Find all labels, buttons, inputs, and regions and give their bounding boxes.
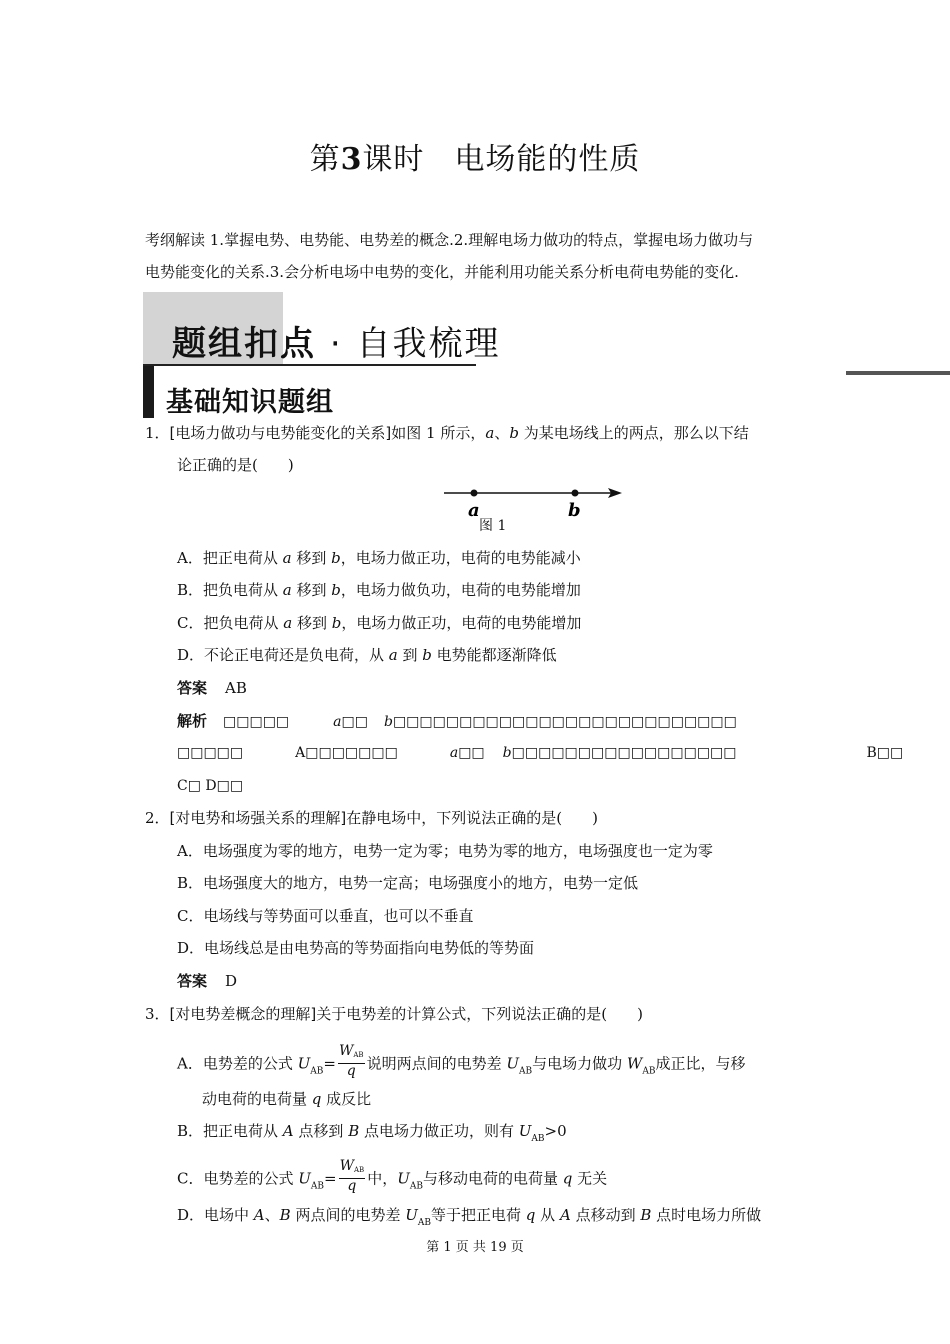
q2-option-c: C．电场线与等势面可以垂直，也可以不垂直 (177, 907, 474, 925)
q1-stem-line-2: 论正确的是( ) (177, 456, 294, 474)
banner-main: 题组扣点 (172, 324, 316, 364)
q1-option-d: D．不论正电荷还是负电荷，从 a 到 b 电势能都逐渐降低 (177, 646, 557, 664)
q1-option-b: B．把负电荷从 a 移到 b，电场力做负功，电荷的电势能增加 (177, 581, 581, 599)
q3-option-c: C．电势差的公式 $U_{AB}=$ $\frac{W_{AB}}{q}$ 中，$U_{AB}$与移动电荷的电荷量 q 无关 (177, 1158, 608, 1194)
q3-option-a-line-1: A．电势差的公式 $U_{AB}=$ $\frac{W_{AB}}{q}$ 说明两点间的电势差 $U_{AB}$与电场力做功 $W_{AB}$成正比，与移 (177, 1043, 746, 1079)
answer-value: D (225, 972, 238, 990)
q3-option-a-line-2: 动电荷的电荷量 q 成反比 (202, 1090, 372, 1108)
title-topic: 电场能的性质 (454, 142, 641, 177)
point-b-dot (572, 490, 579, 497)
q1-analysis-line-2: □□□□□ A□□□□□□□ a□□ b□□□□□□□□□□□□□□□□□ B□□ (177, 745, 904, 761)
figure-1-caption: 图 1 (479, 518, 507, 534)
page-footer: 第 1 页 共 19 页 (426, 1240, 524, 1255)
answer-value: AB (225, 679, 247, 697)
q1-option-a: A．把正电荷从 a 移到 b，电场力做正功，电荷的电势能减小 (177, 549, 581, 567)
title-prefix: 第 (309, 142, 341, 177)
q1-answer (177, 678, 247, 698)
title-lesson: 课时 (362, 142, 425, 177)
title-number: 3 (340, 142, 363, 177)
side-rule (846, 371, 950, 375)
q2-answer (177, 971, 237, 991)
q2-option-b: B．电场强度大的地方，电势一定高；电场强度小的地方，电势一定低 (177, 874, 639, 892)
point-b-label: b (568, 500, 581, 520)
section-bar (143, 366, 154, 418)
syllabus-line-1: 考纲解读 1.掌握电势、电势能、电势差的概念.2.理解电场力做功的特点，掌握电场力做功与 (145, 231, 754, 249)
banner-rule (143, 364, 476, 366)
analysis-label: 解析 (177, 712, 208, 730)
q2-stem: 2．[对电势和场强关系的理解]在静电场中，下列说法正确的是( ) (145, 809, 598, 827)
q2-tag: [对电势和场强关系的理解] (169, 809, 347, 827)
q3-option-d: D．电场中 A、B 两点间的电势差 $U_{AB}$等于把正电荷 q 从 A 点移动到 B 点时电场力所做 (177, 1206, 762, 1228)
point-a-dot (471, 490, 478, 497)
section-title: 基础知识题组 (166, 387, 334, 418)
q2-option-d: D．电场线总是由电势高的等势面指向电势低的等势面 (177, 939, 535, 957)
answer-label: 答案 (177, 679, 208, 697)
syllabus-line-2: 电势能变化的关系.3.会分析电场中电势的变化，并能利用功能关系分析电荷电势能的变化. (145, 263, 739, 281)
banner-rest: 自我梳理 (356, 324, 501, 364)
q3-tag: [对电势差概念的理解] (169, 1005, 317, 1023)
formula-fraction: $\frac{W_{AB}}{q}$ (338, 1043, 364, 1079)
q1-analysis-line-1: 解析 □□□□□ a□□ b□□□□□□□□□□□□□□□□□□□□□□□□□□ (177, 712, 737, 730)
q3-option-b: B．把正电荷从 A 点移到 B 点电场力做正功，则有 $U_{AB}>0$ (177, 1122, 567, 1144)
q1-analysis-line-3: C□ D□□ (177, 778, 244, 794)
q1-option-c: C．把负电荷从 a 移到 b，电场力做正功，电荷的电势能增加 (177, 614, 582, 632)
figure-1-diagram (440, 480, 630, 520)
q1-stem-line-1: 1．[电场力做功与电势能变化的关系]如图 1 所示，a、b 为某电场线上的两点，那么以下结 (145, 424, 749, 442)
page-title (0, 134, 950, 178)
banner-title (172, 316, 501, 365)
answer-label: 答案 (177, 972, 208, 990)
banner-dot: · (329, 324, 343, 364)
q3-stem: 3．[对电势差概念的理解]关于电势差的计算公式，下列说法正确的是( ) (145, 1005, 643, 1023)
formula-fraction: $\frac{W_{AB}}{q}$ (339, 1158, 365, 1194)
point-a-label: a (468, 500, 480, 520)
q1-tag: [电场力做功与电势能变化的关系] (169, 424, 392, 442)
q2-option-a: A．电场强度为零的地方，电势一定为零；电势为零的地方，电场强度也一定为零 (177, 842, 713, 860)
